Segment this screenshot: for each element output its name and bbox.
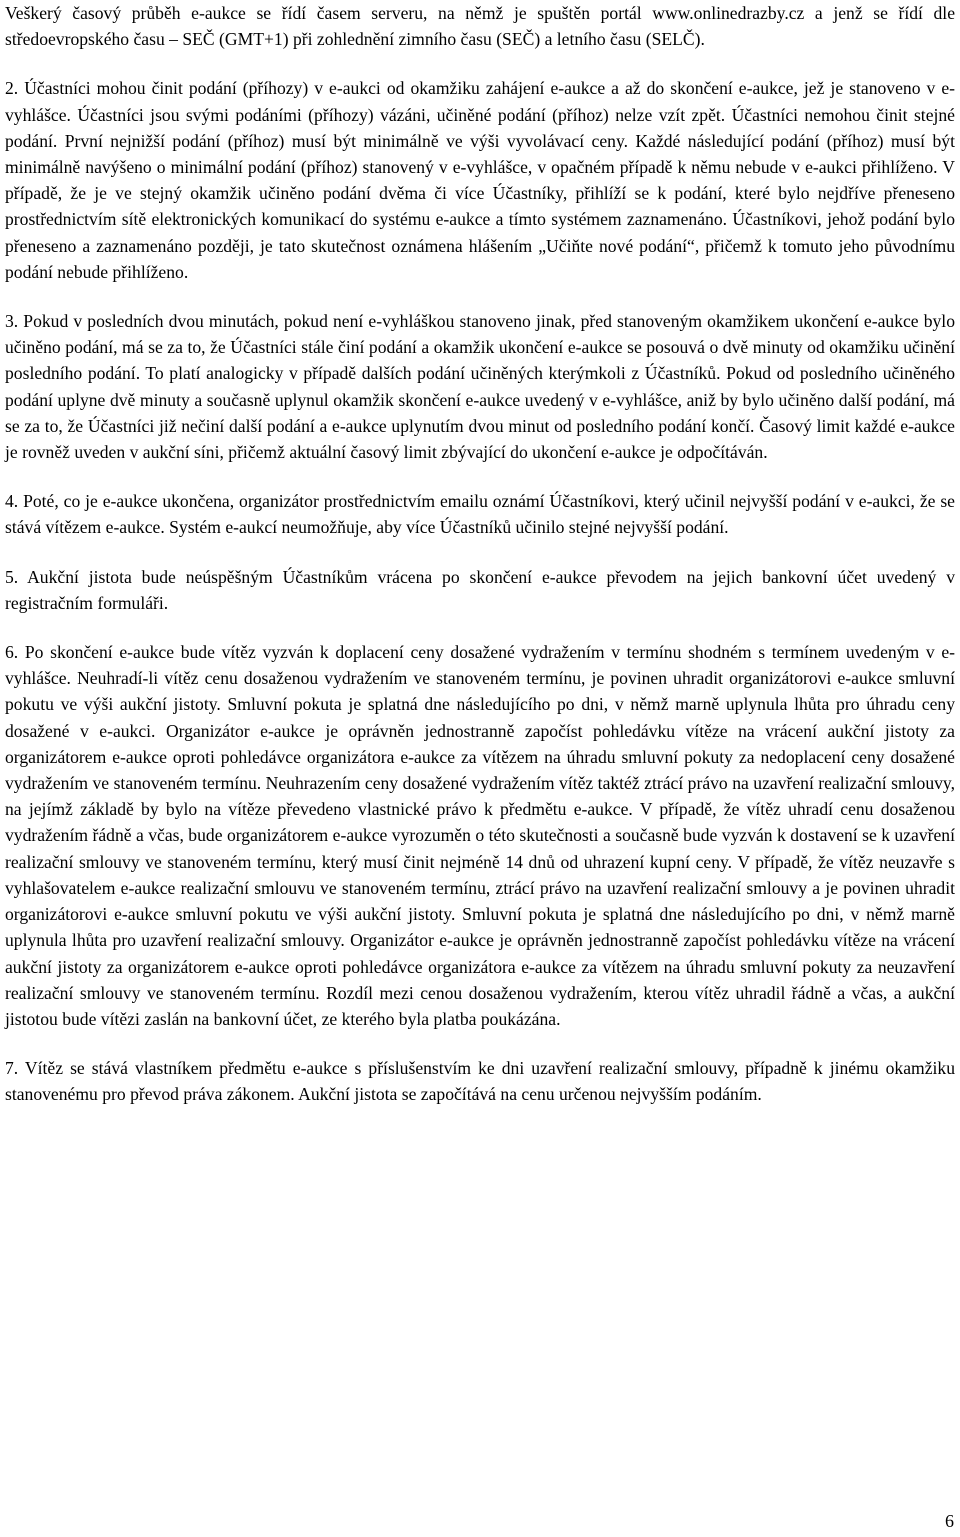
paragraph-4-winner-notice: 4. Poté, co je e-aukce ukončena, organizátor prostřednictvím emailu oznámí Účastníkovi, který učinil nejvyšší podání v e-aukci, že se stává vítězem e-aukce. Systém e-aukcí neumožňuje, aby více Účastníků učinilo stejné nejvyšší podání. xyxy=(5,491,955,538)
paragraph-time-basis: Veškerý časový průběh e-aukce se řídí časem serveru, na němž je spuštěn portál www.onlinedrazby.cz a jenž se řídí dle středoevropského času – SEČ (GMT+1) při zohlednění zimního času (SEČ) a letního času (SELČ). xyxy=(5,3,955,50)
page-number: 6 xyxy=(945,1511,954,1531)
document-page xyxy=(5,0,955,1131)
paragraph-7-ownership: 7. Vítěz se stává vlastníkem předmětu e-aukce s příslušenstvím ke dni uzavření realizační smlouvy, případně k jinému okamžiku stanovenému pro převod práva zákonem. Aukční jistota se započítává na cenu určenou nejvyšším podáním. xyxy=(5,1058,955,1105)
paragraph-2-bids: 2. Účastníci mohou činit podání (příhozy) v e-aukci od okamžiku zahájení e-aukce a až do skončení e-aukce, jež je stanoveno v e-vyhlášce. Účastníci jsou svými podáními (příhozy) vázáni, učiněné podání (příhoz) nelze vzít zpět. Účastníci nemohou činit stejné podání. První nejnižší podání (příhoz) musí být minimálně ve výši vyvolávací ceny. Každé následující podání (příhoz) musí být minimálně navýšeno o minimální podání (příhoz) stanovený v e-vyhlášce, v opačném případě k němu nebude v e-aukci přihlíženo. V případě, že je ve stejný okamžik učiněno podání dvěma či více Účastníky, přihlíží se k podání, které bylo nejdříve přeneseno prostřednictvím sítě elektronických komunikací do systému e-aukce a tímto systémem zaznamenáno. Účastníkovi, jehož podání bylo přeneseno a zaznamenáno později, je tato skutečnost oznámena hlášením „Učiňte nové podání“, přičemž k tomuto jeho původnímu podání nebude přihlíženo. xyxy=(5,78,955,282)
paragraph-5-deposit-return: 5. Aukční jistota bude neúspěšným Účastníkům vrácena po skončení e-aukce převodem na jejich bankovní účet uvedený v registračním formuláři. xyxy=(5,566,955,613)
paragraph-6-payment: 6. Po skončení e-aukce bude vítěz vyzván k doplacení ceny dosažené vydražením v termínu shodném s termínem uvedeným v e-vyhlášce. Neuhradí-li vítěz cenu dosaženou vydražením ve stanoveném termínu, je povinen uhradit organizátorovi e-aukce smluvní pokutu ve výši aukční jistoty. Smluvní pokuta je splatná dne následujícího po dni, v němž marně uplynula lhůta pro úhradu ceny dosažené v e-aukci. Organizátor e-aukce je oprávněn jednostranně započíst pohledávku vítěze na vrácení aukční jistoty za organizátorem e-aukce oproti pohledávce organizátora e-aukce za vítězem na úhradu smluvní pokuty za nedoplacení ceny dosažené vydražením ve stanoveném termínu. Neuhrazením ceny dosažené vydražením vítěz taktéž ztrácí právo na uzavření realizační smlouvy, na jejímž základě by bylo na vítěze převedeno vlastnické právo k předmětu e-aukce. V případě, že vítěz uhradí cenu dosaženou vydražením řádně a včas, bude organizátorem e-aukce vyrozuměn o této skutečnosti a současně bude vyzván k dostavení se k uzavření realizační smlouvy ve stanoveném termínu, který musí činit nejméně 14 dnů od uhrazení kupní ceny. V případě, že vítěz neuzavře s vyhlašovatelem e-aukce realizační smlouvu ve stanoveném termínu, ztrácí právo na uzavření realizační smlouvy a je povinen uhradit organizátorovi e-aukce smluvní pokutu ve výši aukční jistoty. Smluvní pokuta je splatná dne následujícího po dni, v němž marně uplynula lhůta pro uzavření realizační smlouvy. Organizátor e-aukce je oprávněn jednostranně započíst pohledávku vítěze na vrácení aukční jistoty za organizátorem e-aukce oproti pohledávce organizátora e-aukce za vítězem na úhradu smluvní pokuty za neuzavření realizační smlouvy ve stanoveném termínu. Rozdíl mezi cenou dosaženou vydražením, kterou vítěz uhradil řádně a včas, a aukční jistotou bude vítězi zaslán na bankovní účet, ze kterého byla platba poukázána. xyxy=(5,642,955,1029)
paragraph-3-extension: 3. Pokud v posledních dvou minutách, pokud není e-vyhláškou stanoveno jinak, před stanoveným okamžikem ukončení e-aukce bylo učiněno podání, má se za to, že Účastníci stále činí podání a okamžik ukončení e-aukce se posouvá o dvě minuty od okamžiku učinění posledního podání. To platí analogicky v případě dalších podání učiněných kterýmkoli z Účastníků. Pokud od posledního učiněného podání uplyne dvě minuty a současně uplynul okamžik skončení e-aukce uvedený v e-vyhlášce, aniž by bylo učiněno další podání, má se za to, že Účastníci již nečiní další podání a e-aukce uplynutím dvou minut od posledního podání končí. Časový limit každé e-aukce je rovněž uveden v aukční síni, přičemž aktuální časový limit zbývající do ukončení e-aukce je odpočítáván. xyxy=(5,311,955,463)
